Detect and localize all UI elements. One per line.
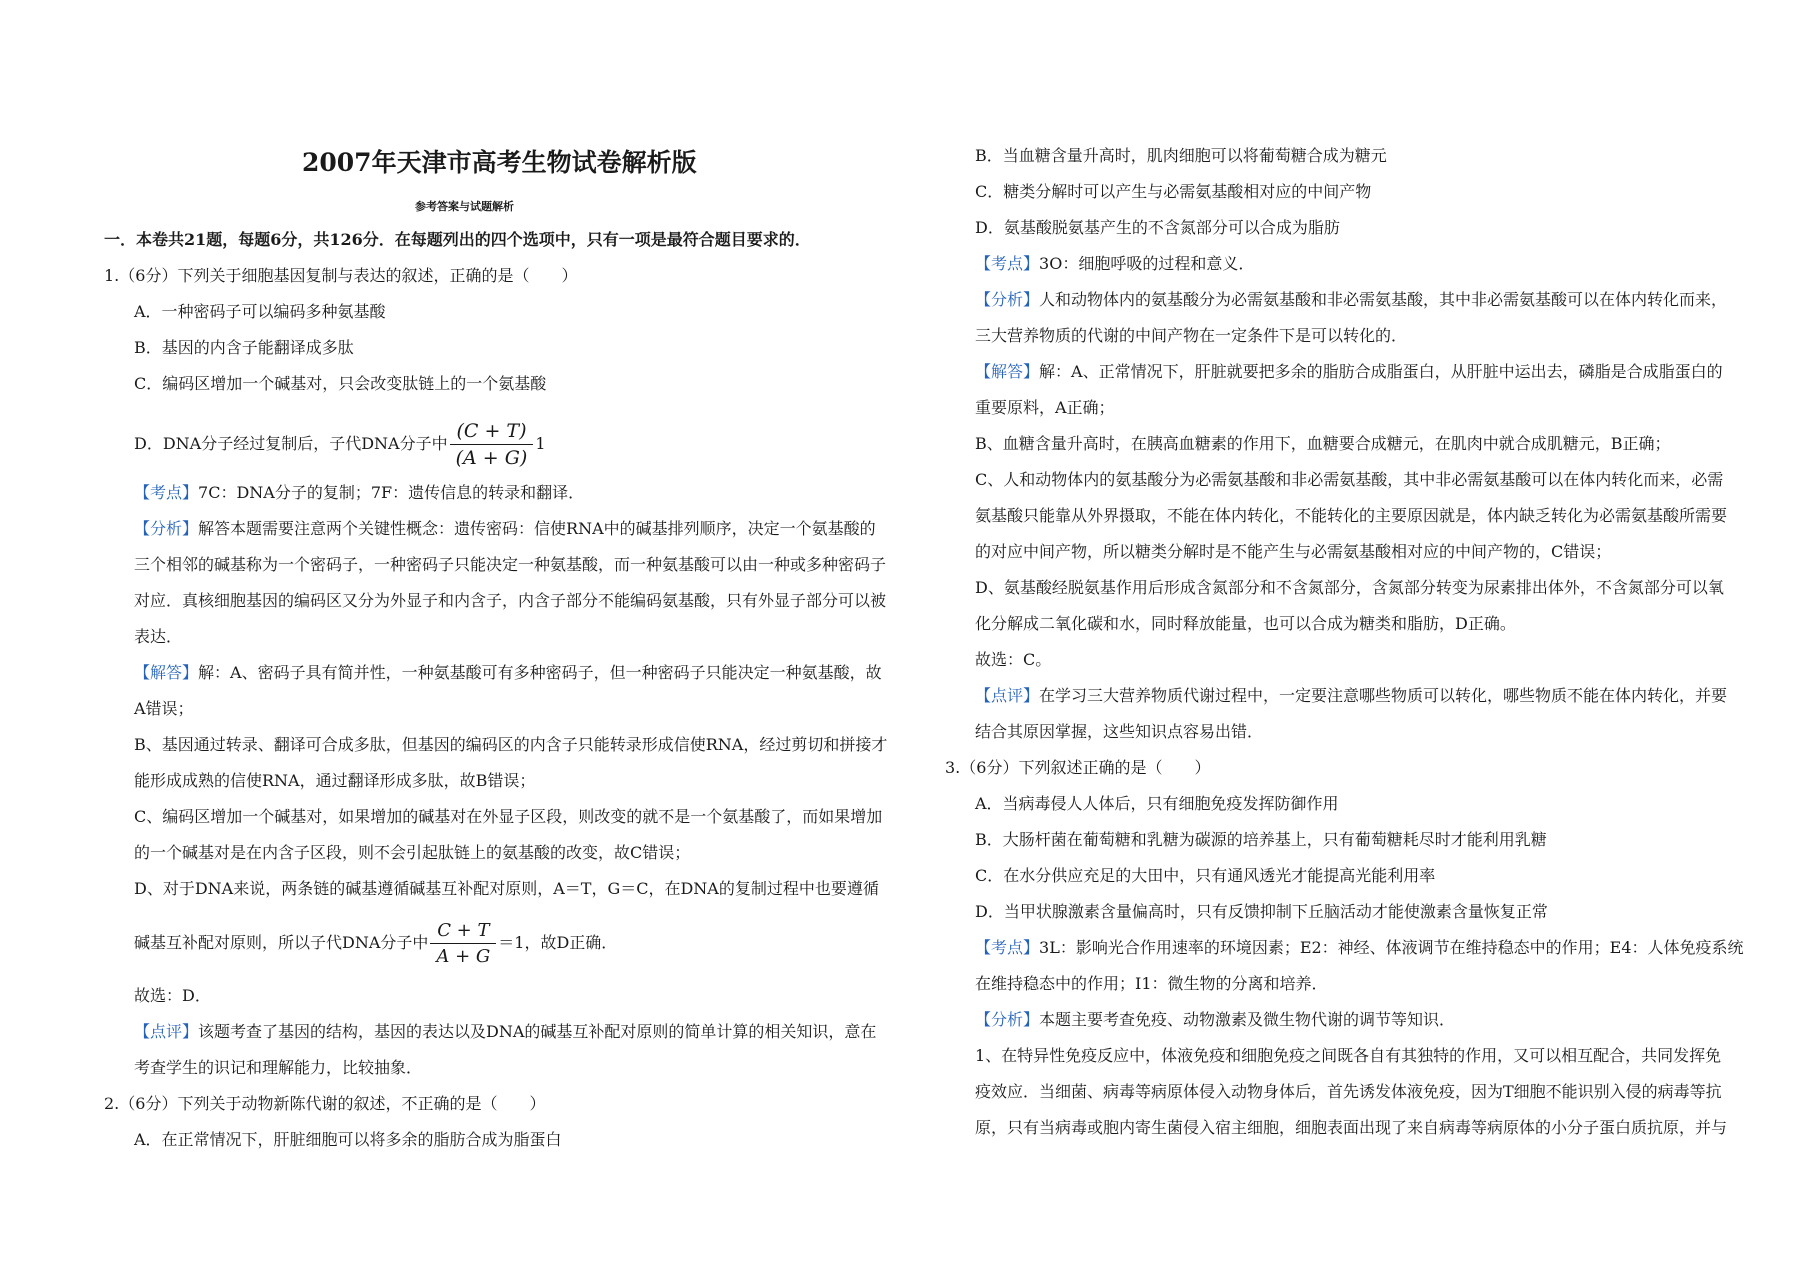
dianping-tag: 【点评】 [134, 1022, 199, 1041]
q3-fenxi [945, 1010, 1455, 1030]
q3-para-1: 1、在特异性免疫反应中，体液免疫和细胞免疫之间既各自有其独特的作用，又可以相互配合，共同发挥免 [975, 1046, 1722, 1065]
jieda-text: 解：A、正常情况下，肝脏就要把多余的脂肪合成脂蛋白，从肝脏中运出去，磷脂是合成脂蛋白的 [1039, 362, 1723, 381]
fraction [450, 420, 534, 469]
q1-fenxi-3: 对应．真核细胞基因的编码区又分为外显子和内含子，内含子部分不能编码氨基酸，只有外显子部分可以被 [134, 591, 887, 610]
fraction-denominator: A + G [436, 946, 491, 967]
q2-dianping-1 [945, 686, 1727, 706]
q1-fenxi-2: 三个相邻的碱基称为一个密码子，一种密码子只能决定一种氨基酸，而一种氨基酸可以由一种或多种密码子 [134, 555, 887, 574]
fenxi-tag: 【分析】 [975, 290, 1040, 309]
q1-kaodian [104, 483, 584, 503]
kaodian-tag: 【考点】 [134, 483, 199, 502]
q3-option-b: B．大肠杆菌在葡萄糖和乳糖为碳源的培养基上，只有葡萄糖耗尽时才能利用乳糖 [975, 830, 1547, 849]
q2-jieda-1 [945, 362, 1723, 382]
jieda-8-text: 碱基互补配对原则，所以子代DNA分子中 [134, 933, 429, 952]
q2-jieda-2: 重要原料，A正确； [975, 398, 1115, 417]
fenxi-tag: 【分析】 [975, 1010, 1040, 1029]
dianping-tag: 【点评】 [975, 686, 1040, 705]
page-title: 2007年天津市高考生物试卷解析版 [302, 148, 697, 177]
jieda-8-result: ＝1，故D正确． [498, 933, 618, 952]
page-subtitle: 参考答案与试题解析 [415, 200, 514, 213]
q1-jieda-3: B、基因通过转录、翻译可合成多肽，但基因的编码区的内含子只能转录形成信使RNA，经过剪切和拼接才 [134, 735, 888, 754]
q1-jieda-5: C、编码区增加一个碱基对，如果增加的碱基对在外显子区段，则改变的就不是一个氨基酸了，而如果增加 [134, 807, 883, 826]
q1-dianping-2: 考查学生的识记和理解能力，比较抽象． [134, 1058, 423, 1077]
q3-option-d: D．当甲状腺激素含量偏高时，只有反馈抑制下丘脑活动才能使激素含量恢复正常 [975, 902, 1548, 921]
q1-option-b: B．基因的内含子能翻译成多肽 [134, 338, 354, 357]
jieda-text: 解：A、密码子具有简并性，一种氨基酸可有多种密码子，但一种密码子只能决定一种氨基酸，故 [198, 663, 882, 682]
q1-jieda-1 [104, 663, 882, 683]
fraction [430, 920, 496, 967]
q1-jieda-6: 的一个碱基对是在内含子区段，则不会引起肽链上的氨基酸的改变，故C错误； [134, 843, 691, 862]
q1-dianping-1 [104, 1022, 876, 1042]
dianping-text: 该题考查了基因的结构，基因的表达以及DNA的碱基互补配对原则的简单计算的相关知识，意在 [198, 1022, 877, 1041]
q2-option-d: D．氨基酸脱氨基产生的不含氮部分可以合成为脂肪 [975, 218, 1340, 237]
q2-jieda-6: 的对应中间产物，所以糖类分解时是不能产生与必需氨基酸相对应的中间产物的，C错误； [975, 542, 1612, 561]
q1-fenxi-4: 表达． [134, 627, 183, 646]
fenxi-text: 本题主要考查免疫、动物激素及微生物代谢的调节等知识． [1039, 1010, 1456, 1029]
q1-option-d [104, 411, 546, 477]
kaodian-text: 3L：影响光合作用速率的环境因素；E2：神经、体液调节在维持稳态中的作用；E4：人体免疫系统 [1039, 938, 1744, 957]
fraction-denominator: (A + G) [455, 447, 528, 469]
q3-para-2: 疫效应．当细菌、病毒等病原体侵入动物身体后，首先诱发体液免疫，因为T细胞不能识别入侵的病毒等抗 [975, 1082, 1722, 1101]
q3-kaodian-2: 在维持稳态中的作用；I1：微生物的分离和培养． [975, 974, 1328, 993]
q3-option-a: A．当病毒侵人人体后，只有细胞免疫发挥防御作用 [975, 794, 1339, 813]
q1-fenxi-1 [104, 519, 876, 539]
fenxi-text: 解答本题需要注意两个关键性概念：遗传密码：信使RNA中的碱基排列顺序，决定一个氨基酸的 [198, 519, 876, 538]
q1-answer: 故选：D． [134, 986, 211, 1005]
q2-stem: 2.（6分）下列关于动物新陈代谢的叙述，不正确的是（ ） [104, 1094, 546, 1113]
q1-jieda-2: A错误； [134, 699, 194, 718]
q3-option-c: C．在水分供应充足的大田中，只有通风透光才能提高光能利用率 [975, 866, 1436, 885]
dianping-text: 在学习三大营养物质代谢过程中，一定要注意哪些物质可以转化，哪些物质不能在体内转化，并要 [1039, 686, 1728, 705]
q3-para-3: 原，只有当病毒或胞内寄生菌侵入宿主细胞，细胞表面出现了来自病毒等病原体的小分子蛋白质抗原，并与 [975, 1118, 1728, 1137]
q2-jieda-4: C、人和动物体内的氨基酸分为必需氨基酸和非必需氨基酸，其中非必需氨基酸可以在体内转化而来，必需 [975, 470, 1724, 489]
jieda-tag: 【解答】 [975, 362, 1040, 381]
q2-dianping-2: 结合其原因掌握，这些知识点容易出错． [975, 722, 1264, 741]
q1-jieda-4: 能形成成熟的信使RNA，通过翻译形成多肽，故B错误； [134, 771, 536, 790]
q1-option-d-value: 1 [535, 434, 546, 453]
fenxi-text: 人和动物体内的氨基酸分为必需氨基酸和非必需氨基酸，其中非必需氨基酸可以在体内转化而来， [1039, 290, 1728, 309]
fenxi-tag: 【分析】 [134, 519, 199, 538]
kaodian-text: 7C：DNA分子的复制；7F：遗传信息的转录和翻译． [198, 483, 585, 502]
q1-stem: 1.（6分）下列关于细胞基因复制与表达的叙述，正确的是（ ） [104, 266, 578, 285]
q1-jieda-8 [104, 912, 617, 974]
section-heading: 一．本卷共21题，每题6分，共126分．在每题列出的四个选项中，只有一项是最符合题目要求的． [104, 230, 811, 249]
q1-option-d-text: D．DNA分子经过复制后，子代DNA分子中 [134, 434, 448, 453]
kaodian-tag: 【考点】 [975, 938, 1040, 957]
q2-option-c: C．糖类分解时可以产生与必需氨基酸相对应的中间产物 [975, 182, 1372, 201]
q2-jieda-8: 化分解成二氧化碳和水，同时释放能量，也可以合成为糖类和脂肪，D正确。 [975, 614, 1516, 633]
q3-stem: 3.（6分）下列叙述正确的是（ ） [945, 758, 1211, 777]
q2-answer: 故选：C。 [975, 650, 1052, 669]
q2-jieda-3: B、血糖含量升高时，在胰高血糖素的作用下，血糖要合成糖元，在肌肉中就合成肌糖元，B正确； [975, 434, 1671, 453]
q1-option-a: A．一种密码子可以编码多种氨基酸 [134, 302, 386, 321]
q2-jieda-5: 氨基酸只能靠从外界摄取，不能在体内转化，不能转化的主要原因就是，体内缺乏转化为必需氨基酸所需要 [975, 506, 1728, 525]
q2-option-b: B．当血糖含量升高时，肌肉细胞可以将葡萄糖合成为糖元 [975, 146, 1387, 165]
kaodian-tag: 【考点】 [975, 254, 1040, 273]
q2-option-a: A．在正常情况下，肝脏细胞可以将多余的脂肪合成为脂蛋白 [134, 1130, 562, 1149]
q3-kaodian-1 [945, 938, 1744, 958]
q2-fenxi-1 [945, 290, 1727, 310]
q2-jieda-7: D、氨基酸经脱氨基作用后形成含氮部分和不含氮部分，含氮部分转变为尿素排出体外，不含氮部分可以氧 [975, 578, 1724, 597]
jieda-tag: 【解答】 [134, 663, 199, 682]
q2-kaodian [945, 254, 1254, 274]
q1-option-c: C．编码区增加一个碱基对，只会改变肽链上的一个氨基酸 [134, 374, 547, 393]
fraction-numerator: C + T [430, 920, 496, 944]
q2-fenxi-2: 三大营养物质的代谢的中间产物在一定条件下是可以转化的． [975, 326, 1408, 345]
q1-jieda-7: D、对于DNA来说，两条链的碱基遵循碱基互补配对原则，A＝T，G＝C，在DNA的复制过程中也要遵循 [134, 879, 879, 898]
kaodian-text: 3O：细胞呼吸的过程和意义． [1039, 254, 1255, 273]
fraction-numerator: (C + T) [450, 420, 534, 445]
